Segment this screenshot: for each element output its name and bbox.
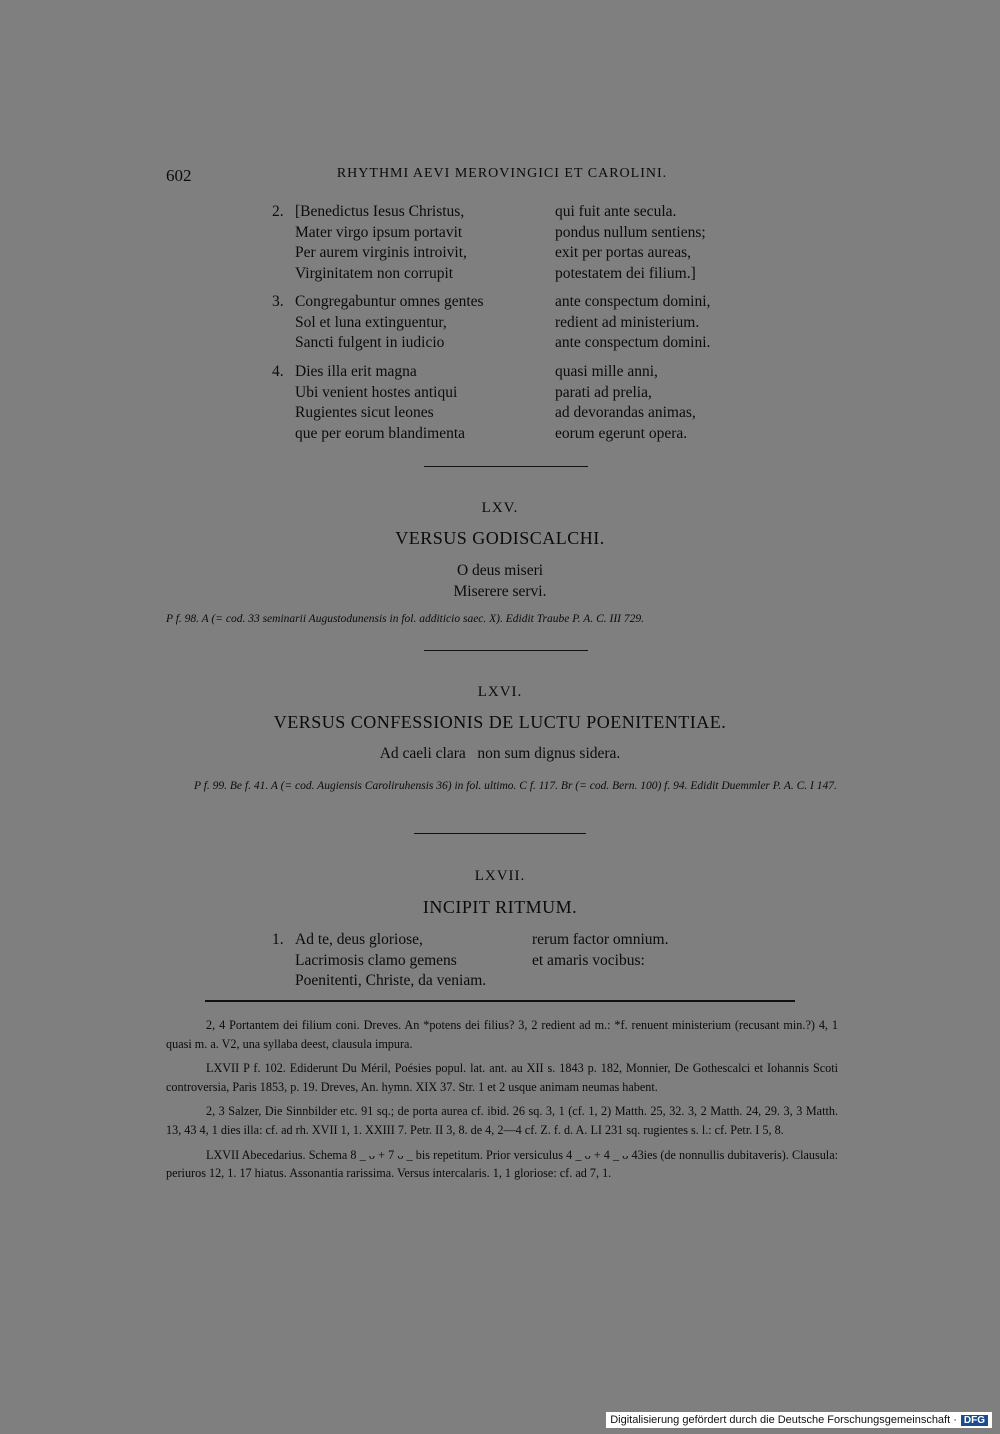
verse-line: Ad caeli clara non sum dignus sidera. — [379, 745, 621, 762]
running-title: RHYTHMI AEVI MEROVINGICI ET CAROLINI. — [336, 166, 668, 181]
dfg-logo-icon: DFG — [961, 1415, 988, 1426]
digitization-credit — [606, 1412, 992, 1428]
verse-line: 1. Ad te, deus gloriose, rerum factor omnium. — [272, 931, 669, 948]
page-number: 602 — [166, 166, 192, 185]
verse-line: Virginitatem non corrupit potestatem dei filium.] — [295, 265, 696, 283]
verse-line: 3. Congregabuntur omnes gentes ante conspectum domini, — [272, 293, 711, 310]
stanza-2 — [272, 202, 792, 285]
stanza-3 — [272, 292, 792, 354]
section-title: VERSUS GODISCALCHI. — [395, 528, 605, 548]
verse-line: Ubi venient hostes antiqui parati ad prelia, — [295, 383, 652, 401]
verse-line: Rugientes sicut leones ad devorandas animas, — [295, 404, 696, 422]
apparatus-note: P f. 98. A (= cod. 33 seminarii Augustodunensis in fol. additicio saec. X). Edidit Traube P. A. C. III 729. — [166, 613, 644, 625]
footnote: 2, 3 Salzer, Die Sinnbilder etc. 91 sq.; de porta aurea cf. ibid. 26 sq. 3, 1 (cf. 1, 2) Matth. 25, 32. 3, 2 Matth. 24, 29. 3, 3 Matth. 13, 43 4, 1 dies illa: cf. ad rh. XVII 1, 1. XXIII 7. Petr. II 3, 8. de 4, 2—4 cf. Z. f. d. A. LI 231 sq. rugientes s. l.: cf. Petr. I 5, 8. — [166, 1104, 838, 1137]
section-number: LXVII. — [474, 868, 526, 884]
apparatus-note: P f. 99. Be f. 41. A (= cod. Augiensis Caroliruhensis 36) in fol. ultimo. C f. 117. Br (= cod. Bern. 100) f. 94. Edidit Duemmler P. A. C. I 147. — [194, 780, 837, 792]
footnote-rule — [205, 1000, 795, 1002]
verse-line: Poenitenti, Christe, da veniam. — [295, 972, 487, 990]
section-divider — [414, 833, 586, 834]
footnote: 2, 4 Portantem dei filium coni. Dreves. An *potens dei filius? 3, 2 redient ad m.: *f. renuent ministerium (recusant min.?) 4, 1 quasi m. a. V2, una syllaba deest, clausula impura. — [166, 1018, 838, 1051]
stanza-4 — [272, 362, 792, 445]
stanza-1 — [272, 930, 792, 992]
footnote: LXVII P f. 102. Ediderunt Du Méril, Poésies popul. lat. ant. au XII s. 1843 p. 182, Monnier, De Gothescalci et Iohannis Scoti controversia, Paris 1853, p. 19. Dreves, An. hymn. XIX 37. Str. 1 et 2 usque animam neumas habent. — [166, 1061, 838, 1094]
section-divider — [424, 466, 588, 467]
footnote: LXVII Abecedarius. Schema 8 _ ᴗ + 7 ᴗ _ bis repetitum. Prior versiculus 4 _ ᴗ + 4 _ ᴗ 43ies (de nonnullis dubitaveris). Clausula: periuros 12, 1. 17 hiatus. Assonantia rarissima. Versus intercalaris. 1, 1 gloriose: cf. ad 7, 1. — [166, 1147, 838, 1181]
section-divider — [424, 650, 588, 651]
verse-line: Miserere servi. — [453, 583, 547, 600]
verse-line: O deus miseri — [456, 562, 544, 579]
verse-line: Lacrimosis clamo gemens et amaris vocibus: — [295, 951, 645, 969]
credit-text: Digitalisierung gefördert durch die Deutsche Forschungsgemeinschaft · — [610, 1414, 957, 1426]
section-title: VERSUS CONFESSIONIS DE LUCTU POENITENTIAE. — [273, 712, 727, 732]
verse-line: que per eorum blandimenta eorum egerunt opera. — [295, 425, 688, 443]
verse-line: 4. Dies illa erit magna quasi mille anni, — [272, 363, 658, 380]
verse-line: 2. [Benedictus Iesus Christus, qui fuit ante secula. — [272, 203, 677, 220]
verse-line: Sol et luna extinguentur, redient ad ministerium. — [295, 313, 700, 331]
verse-line: Per aurem virginis introivit, exit per portas aureas, — [295, 244, 691, 262]
section-title: INCIPIT RITMUM. — [422, 897, 578, 917]
verse-line: Mater virgo ipsum portavit pondus nullum sentiens; — [295, 223, 706, 241]
footnotes — [166, 1016, 838, 1189]
section-number: LXVI. — [477, 684, 523, 700]
verse-line: Sancti fulgent in iudicio ante conspectum domini. — [295, 334, 711, 352]
section-number: LXV. — [481, 500, 519, 516]
